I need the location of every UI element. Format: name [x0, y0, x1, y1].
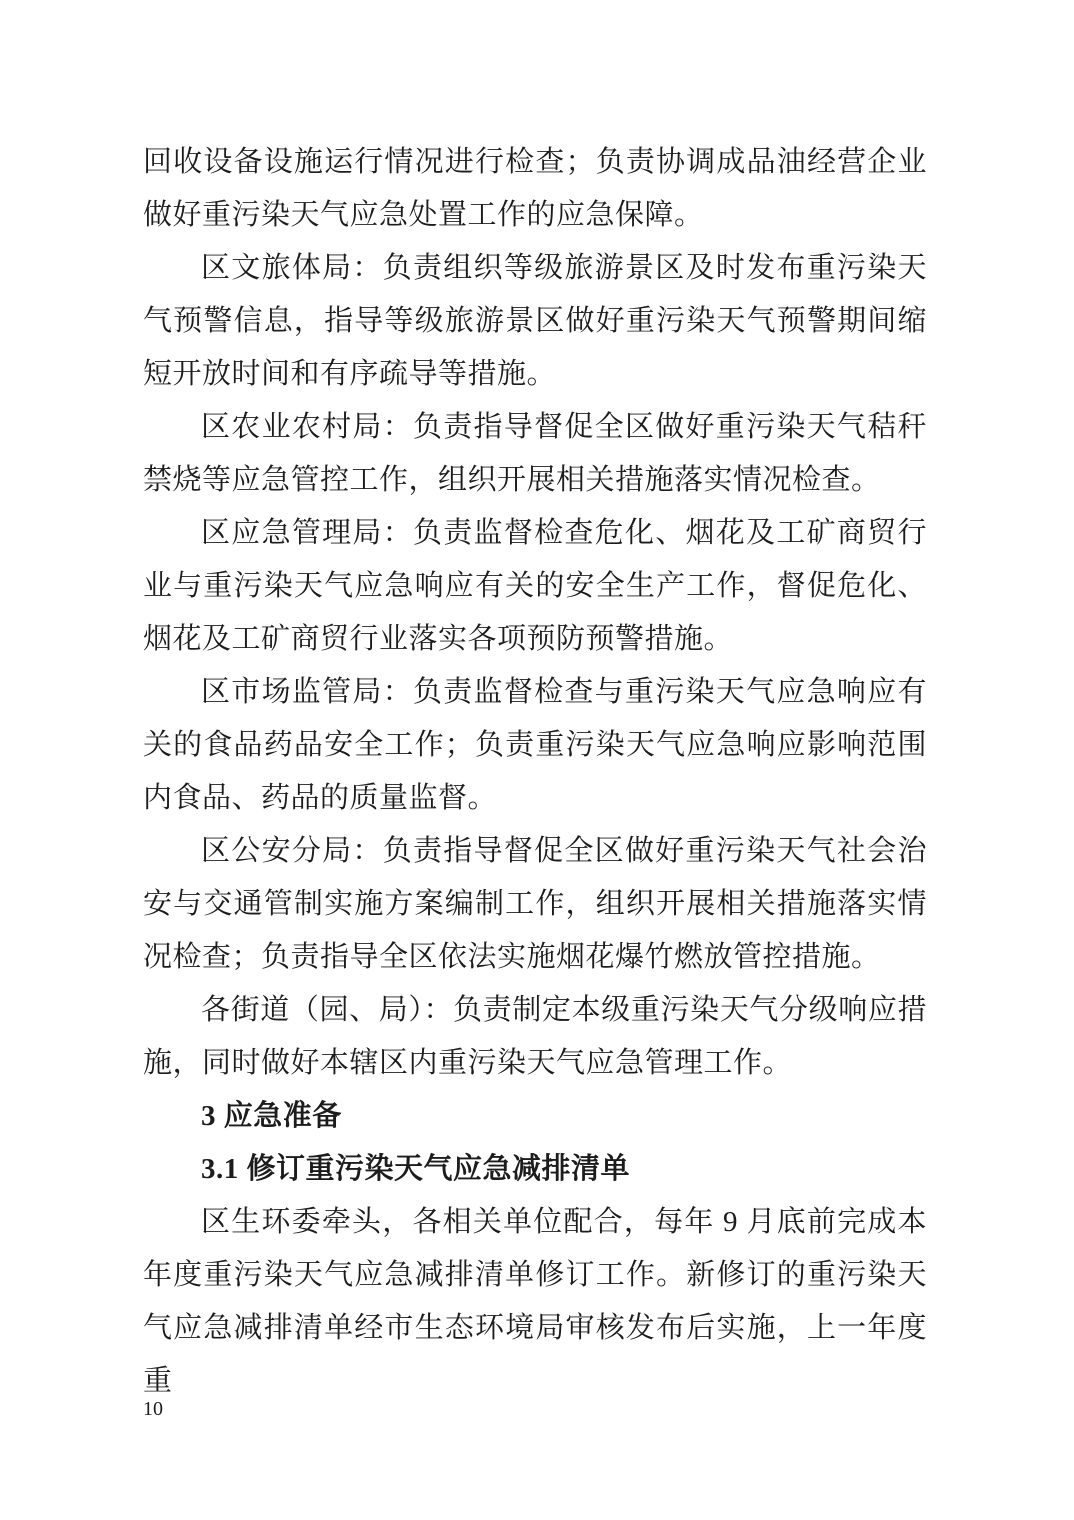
paragraph-eco-env-committee-lead: 区生环委牵头，各相关单位配合，每年 9 月底前完成本年度重污染天气应急减排清单修订工作。新修订的重污染天气应急减排清单经市生态环境局审核发布后实施，上一年度重 — [143, 1206, 927, 1397]
paragraph-market-supervision-bureau: 区市场监管局：负责监督检查与重污染天气应急响应有关的食品药品安全工作；负责重污染天气应急响应影响范围内食品、药品的质量监督。 — [143, 676, 927, 814]
section-heading-emergency-preparation: 3 应急准备 — [201, 1100, 342, 1132]
paragraph-public-security-branch: 区公安分局：负责指导督促全区做好重污染天气社会治安与交通管制实施方案编制工作，组织开展相关措施落实情况检查；负责指导全区依法实施烟花爆竹燃放管控措施。 — [143, 835, 927, 973]
paragraph-emergency-management-bureau: 区应急管理局：负责监督检查危化、烟花及工矿商贸行业与重污染天气应急响应有关的安全生产工作，督促危化、烟花及工矿商贸行业落实各项预防预警措施。 — [143, 517, 927, 655]
page-number: 10 — [143, 1398, 163, 1420]
paragraph-culture-tourism-bureau: 区文旅体局：负责组织等级旅游景区及时发布重污染天气预警信息，指导等级旅游景区做好重污染天气预警期间缩短开放时间和有序疏导等措施。 — [143, 252, 927, 390]
paragraph-sub-districts: 各街道（园、局）：负责制定本级重污染天气分级响应措施，同时做好本辖区内重污染天气应急管理工作。 — [143, 994, 927, 1079]
document-text-block — [143, 136, 927, 1408]
subsection-heading-revise-reduction-list: 3.1 修订重污染天气应急减排清单 — [201, 1153, 631, 1185]
paragraph-fuel-recovery-duties: 回收设备设施运行情况进行检查；负责协调成品油经营企业做好重污染天气应急处置工作的应急保障。 — [143, 146, 927, 231]
paragraph-agriculture-bureau: 区农业农村局：负责指导督促全区做好重污染天气秸秆禁烧等应急管控工作，组织开展相关措施落实情况检查。 — [143, 411, 927, 496]
